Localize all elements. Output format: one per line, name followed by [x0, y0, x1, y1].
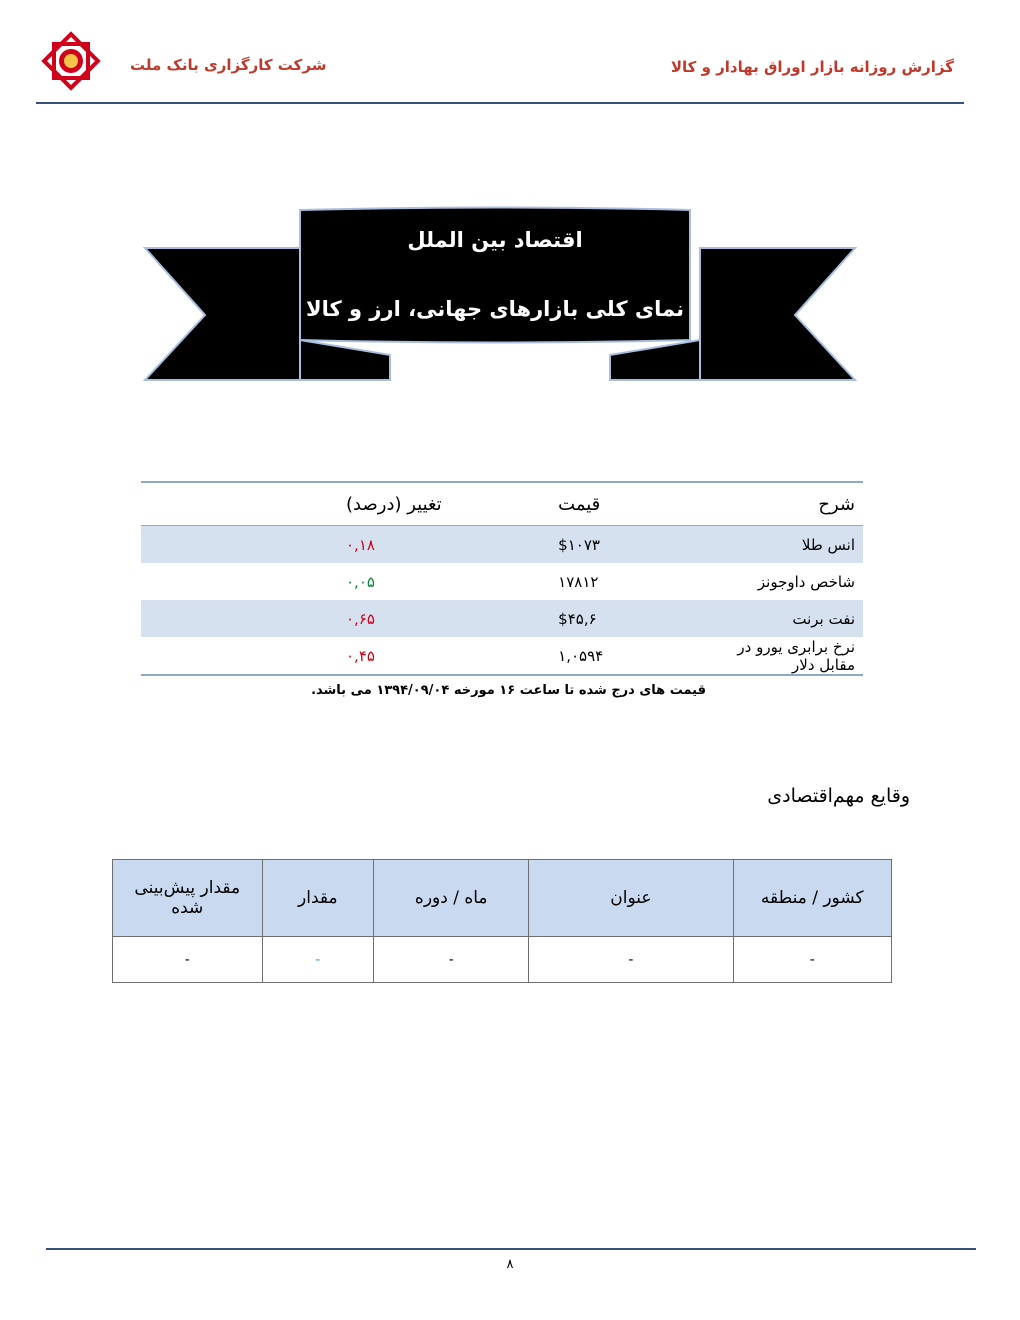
table-row [141, 600, 863, 637]
price-note: قیمت های درج شده تا ساعت ۱۶ مورخه ۱۳۹۴/۰۹/۰۴ می باشد. [311, 683, 706, 698]
market-overview-table [141, 481, 863, 676]
table-row [141, 563, 863, 600]
cell-country: - [733, 937, 891, 983]
economic-events-table [112, 859, 892, 983]
row-price: ۱۷۸۱۲ [558, 572, 599, 591]
row-price: ۱,۰۵۹۴ [488, 637, 723, 675]
column-header-change: تغییر (درصد) [141, 482, 488, 526]
cell-forecast: - [113, 937, 263, 983]
row-change: ۰,۱۸ [141, 526, 488, 564]
events-heading: وقایع مهم‌اقتصادی [767, 785, 910, 807]
row-description: انس طلا [723, 526, 863, 564]
row-description: نفت برنت [723, 600, 863, 637]
row-change: ۰,۰۵ [346, 572, 375, 591]
column-header-amount: مقدار [262, 860, 374, 937]
row-description: شاخص داوجونز [757, 572, 855, 591]
table-header-row [141, 482, 863, 526]
report-title: گزارش روزانه بازار اوراق بهادار و کالا [670, 58, 954, 76]
company-name: شرکت کارگزاری بانک ملت [130, 56, 327, 74]
cell-title: - [529, 937, 733, 983]
table-row [141, 637, 863, 675]
cell-amount: - [262, 937, 374, 983]
row-price: $۱۰۷۳ [488, 526, 723, 564]
header-divider [36, 102, 964, 104]
footer-divider [46, 1248, 976, 1250]
column-header-country: کشور / منطقه [733, 860, 891, 937]
row-change: ۰,۴۵ [141, 637, 488, 675]
column-header-forecast: مقدار پیش‌بینی شده [113, 860, 263, 937]
column-header-description: شرح [723, 482, 863, 526]
table-row [113, 937, 892, 983]
column-header-title: عنوان [529, 860, 733, 937]
banner-title: اقتصاد بین الملل [407, 228, 583, 252]
bank-logo-icon [40, 30, 102, 92]
cell-period: - [374, 937, 529, 983]
table-row [141, 526, 863, 564]
row-description: نرخ برابری یورو در مقابل دلار [723, 637, 863, 675]
banner-subtitle: نمای کلی بازارهای جهانی، ارز و کالا [306, 297, 684, 321]
table-header-row [113, 860, 892, 937]
row-change: ۰,۶۵ [141, 600, 488, 637]
row-price: $۴۵,۶ [488, 600, 723, 637]
column-header-period: ماه / دوره [374, 860, 529, 937]
column-header-price: قیمت [488, 482, 723, 526]
page-number: ۸ [506, 1257, 514, 1272]
